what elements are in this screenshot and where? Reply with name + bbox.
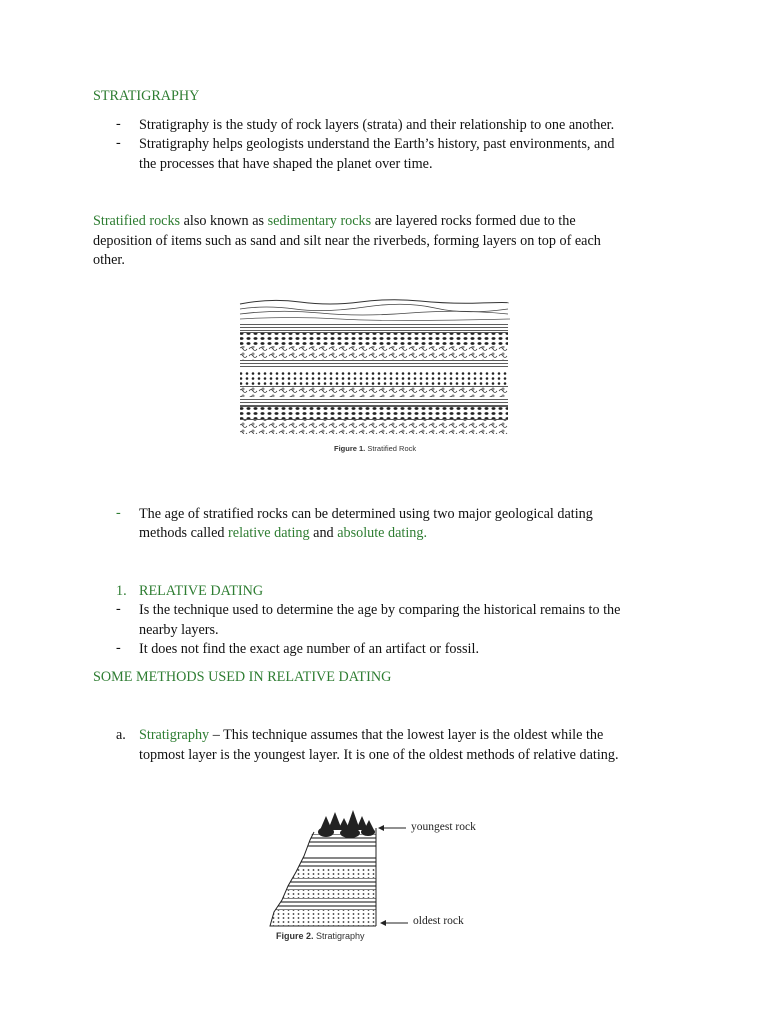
figure1-caption-text: Stratified Rock: [365, 444, 417, 453]
bullet-text: Stratigraphy helps geologists understand the Earth’s history, past environments, and: [139, 136, 615, 152]
oldest-rock-label: oldest rock: [413, 915, 464, 927]
stratified-rock-illustration: [238, 296, 510, 438]
method-text: [139, 726, 603, 746]
method-text-part: – This technique assumes that the lowest layer is the oldest while the: [209, 727, 604, 743]
term-relative-dating: relative dating: [228, 525, 310, 541]
paragraph-text: also known as: [180, 213, 268, 229]
bullet-text: The age of stratified rocks can be determined using two major geological dating: [139, 506, 593, 522]
list-marker: a.: [116, 727, 126, 743]
paragraph-line: [93, 212, 576, 231]
bullet-marker: -: [116, 640, 121, 656]
term-stratified-rocks: Stratified rocks: [93, 213, 181, 229]
heading-stratigraphy: STRATIGRAPHY: [93, 88, 200, 104]
bullet-text: the processes that have shaped the planet over time.: [139, 156, 433, 172]
bullet-marker: -: [116, 505, 121, 521]
bullet-marker: -: [116, 135, 121, 151]
bullet-text-part: methods called: [139, 525, 229, 541]
youngest-rock-label: youngest rock: [411, 821, 476, 833]
figure1-label: Figure 1.: [334, 444, 366, 453]
bullet-text-part: and: [309, 525, 338, 541]
method-text: topmost layer is the youngest layer. It is one of the oldest methods of relative dating.: [139, 747, 619, 763]
bullet-text: It does not find the exact age number of an artifact or fossil.: [139, 641, 479, 657]
figure2-caption: [276, 931, 365, 941]
term-stratigraphy: Stratigraphy: [139, 727, 210, 743]
section-title-relative-dating: RELATIVE DATING: [139, 583, 264, 599]
paragraph-text: are layered rocks formed due to the: [371, 213, 576, 229]
bullet-text: [139, 524, 427, 544]
term-sedimentary-rocks: sedimentary rocks: [267, 213, 372, 229]
bullet-text: nearby layers.: [139, 622, 219, 638]
figure2-label: Figure 2.: [276, 931, 314, 941]
paragraph-line: other.: [93, 252, 125, 268]
figure1-caption: [334, 444, 416, 453]
bullet-marker: -: [116, 601, 121, 617]
bullet-marker: -: [116, 116, 121, 132]
bullet-text: Is the technique used to determine the age by comparing the historical remains to the: [139, 602, 621, 618]
term-absolute-dating: absolute dating.: [337, 525, 428, 541]
bullet-text: Stratigraphy is the study of rock layers (strata) and their relationship to one another.: [139, 117, 615, 133]
section-number: 1.: [116, 583, 127, 599]
figure2-caption-text: Stratigraphy: [313, 931, 365, 941]
paragraph-line: deposition of items such as sand and silt near the riverbeds, forming layers on top of each: [93, 233, 601, 249]
heading-methods-relative-dating: SOME METHODS USED IN RELATIVE DATING: [93, 669, 392, 685]
